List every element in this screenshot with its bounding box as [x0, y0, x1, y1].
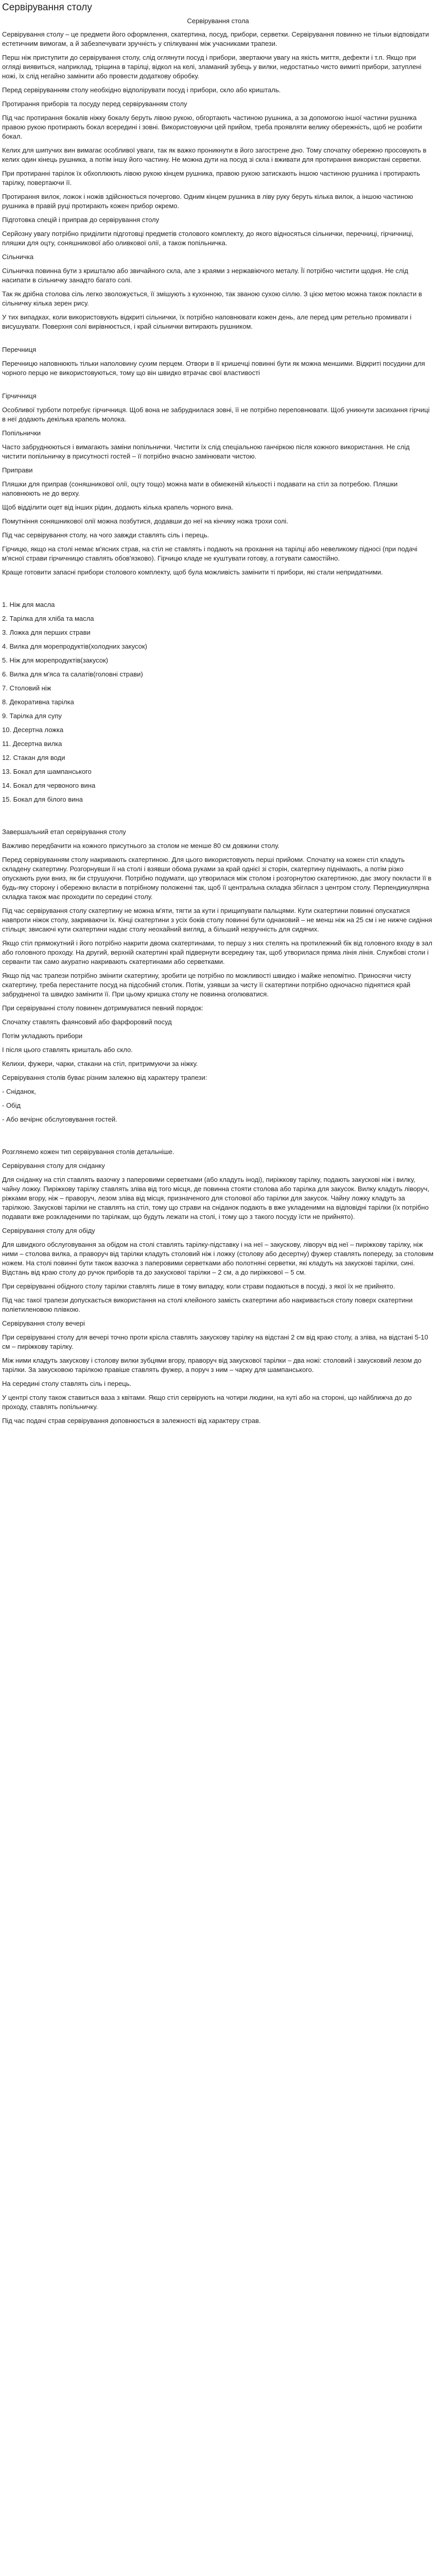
- paragraph: Під час такої трапези допускається використання на столі клейоного замість скатертини або накривається столу поверх скатертини поліетиленовою плівкою.: [2, 1296, 413, 1313]
- spacer: [2, 382, 434, 392]
- paragraph: При сервіруванні столу для вечері точно проти крісла ставлять закускову тарілку на відстані 2 см від краю столу, а зліва, на відстані 5-10 см – пиріжкову тарілку.: [2, 1333, 428, 1350]
- page-title: Сервірування столу: [2, 2, 92, 13]
- paragraph: Важливо передбачити на кожного присутнього за столом не менше 80 см довжини столу.: [2, 842, 280, 850]
- paragraph: 6. Вилка для м'яса та салатів(головні страви): [2, 670, 143, 678]
- paragraph: У центрі столу також ставиться ваза з квітами. Якщо стіл сервірують на чотири людини, на куті або на стороні, що найближча до до проходу, ставлять попільничку.: [2, 1394, 412, 1411]
- spacer: [2, 818, 434, 827]
- article-body: [2, 30, 434, 1426]
- paragraph: Перечниця: [2, 346, 37, 353]
- paragraph: - Сніданок,: [2, 1088, 36, 1095]
- paragraph: Так як дрібна столова сіль легко зволожується, її змішують з кухонною, так званою сухою сіллю. З цією метою можна також покласти в сільничку кілька зерен рису.: [2, 290, 422, 307]
- paragraph: Гірчицю, якщо на столі немає м'ясних страв, на стіл не ставлять і подають на прохання на тарілці або невеликому підносі (при подачі м'ясної страви гірчичницю ставлять обов'язково). Гірчицю кладе не куштувати готову, а готувати самостійно.: [2, 545, 417, 562]
- spacer: [2, 1138, 434, 1147]
- paragraph: Під час сервірування столу скатертину не можна м'яти, тягти за кути і прищипувати пальцями. Кути скатертини повинні опускатися навпроти ніжок столу, закриваючи їх. Кінці скатертини з усіх боків столу повинні бути однаковий – не менш ніж на 25 см і не нижче сидіння стільця; звисаючі кути скатертини надає столу неохайний вигляд, а більший незручність для сидячих.: [2, 907, 432, 933]
- paragraph: При протиранні тарілок їх обхоплюють лівою рукою кінцем рушника, правою рукою затискають іншою частиною рушника і протирають тарілку, повертаючи її.: [2, 170, 420, 187]
- paragraph: Попільнички: [2, 429, 41, 437]
- paragraph: 8. Декоративна тарілка: [2, 698, 74, 706]
- paragraph: Підготовка спецій і приправ до сервірування столу: [2, 216, 160, 224]
- paragraph: У тих випадках, коли використовують відкриті сільнички, їх потрібно наповнювати кожен день, але перед цим ретельно промивати і висушувати. Поверхня солі вирівнюється, і край сільнички витирають рушником.: [2, 313, 412, 330]
- paragraph: Сільничка повинна бути з кришталю або звичайного скла, але з краями з нержавіючого металу. Її потрібно чистити щодня. Не слід насипати в сільничку занадто багато солі.: [2, 267, 408, 284]
- paragraph: 11. Десертна вилка: [2, 740, 62, 748]
- paragraph: Перед сервіруванням столу необхідно відполірувати посуд і прибори, скло або кришталь.: [2, 86, 281, 94]
- spacer: [2, 582, 434, 591]
- paragraph: Під час сервірування столу, на чого завжди ставлять сіль і перець.: [2, 531, 210, 539]
- spacer: [2, 591, 434, 600]
- paragraph: Сільничка: [2, 253, 34, 261]
- paragraph: - Обід: [2, 1101, 21, 1109]
- paragraph: 3. Ложка для перших страви: [2, 629, 91, 636]
- paragraph: Щоб відділити оцет від інших рідин, додають кілька крапель чорного вина.: [2, 503, 234, 511]
- paragraph: Приправи: [2, 466, 33, 474]
- paragraph: Розглянемо кожен тип сервірування столів детальніше.: [2, 1148, 175, 1156]
- paragraph: 10. Десертна ложка: [2, 726, 64, 734]
- paragraph: Для сніданку на стіл ставлять вазочку з паперовими серветками (або кладуть іноді), пиріжкову тарілку, подають закускові ніж і вилку, чайну ложку. Пиріжкову тарілку ставлять зліва від того місця, де повинна стояти столова або тарілка для закусок. Вилку кладуть ліворуч, ріжками вгору, ніж – праворуч, лезом зліва від місця, призначеного для столової або тарілки для закусок. Чайну ложку кладуть за тарілкою. Закускові тарілки не ставлять на стіл, тому що страви на сніданок подають в вже укладеними на відповідні тарілки (їх потрібно подавати вже розкладеними по тарілкам, що будуть лежати на столі, і тому що з такого посуду їсти не прийнято).: [2, 1176, 429, 1221]
- paragraph: 14. Бокал для червоного вина: [2, 782, 96, 789]
- paragraph: Гірчичниця: [2, 392, 37, 400]
- paragraph: 2. Тарілка для хліба та масла: [2, 615, 94, 622]
- paragraph: Пляшки для приправ (соняшникової олії, оцту тощо) можна мати в обмеженій кількості і подавати на стіл за потребою. Пляшки наповнюють не до верху.: [2, 480, 398, 497]
- paragraph: 1. Ніж для масла: [2, 601, 55, 608]
- paragraph: 7. Столовий ніж: [2, 684, 51, 692]
- section-heading: Сервірування стола: [187, 17, 249, 25]
- paragraph: Сервірування столу – це предмети його оформлення, скатертина, посуд, прибори, серветки. Сервірування повинно не тільки відповідати естетичним вимогам, а й забезпечувати зручність у спілкуванні між учасниками трапези.: [2, 30, 429, 47]
- paragraph: Спочатку ставлять фаянсовий або фарфоровий посуд: [2, 1018, 172, 1026]
- paragraph: Помутніння соняшникової олії можна позбутися, додавши до неї на кінчику ножа трохи солі.: [2, 517, 288, 525]
- paragraph: 15. Бокал для білого вина: [2, 795, 83, 803]
- paragraph: При сервіруванні обідного столу тарілки ставлять лише в тому випадку, коли страви подаються в посуді, з якої їх не прийнято.: [2, 1282, 395, 1290]
- paragraph: Для швидкого обслуговування за обідом на столі ставлять тарілку-підставку і на неї – закускову, ліворуч від неї – пиріжкову тарілку, ніж ними – столова вилка, а праворуч від тарілки кладуть столовий ніж і ложку (столову або десертну) фужер ставлять попереду, за столовим ножем. На столі повинні бути також вазочка з паперовими серветками або полотняні серветки, які кладуть на закускові тарілки, сині. Відстань від краю столу до ручок приборів та до закускової тарілки – 2 см, а до пиріжкової – 5 см.: [2, 1241, 434, 1276]
- paragraph: Сервірування столу для сніданку: [2, 1162, 105, 1170]
- paragraph: Якщо стіл прямокутний і його потрібно накрити двома скатертинами, то першу з них стелять на протилежний бік від головного входу в зал або головного проходу. На другий, верхній скатертині край підвернути всередину так, щоб утворилася пряма лінія лінія. Службові столи і серванти так само акуратно накривають скатертинами або серветками.: [2, 939, 432, 965]
- paragraph: Сервірування столу для обіду: [2, 1227, 95, 1234]
- paragraph: Перечницю наповнюють тільки наполовину сухим перцем. Отвори в її кришечці повинні бути як можна меншими. Відкриті посудини для чорного перцю не використовуються, тому що він швидко втрачає свої властивості: [2, 360, 425, 377]
- paragraph: На середині столу ставлять сіль і перець.: [2, 1380, 132, 1387]
- spacer: [2, 1129, 434, 1138]
- paragraph: І після цього ставлять кришталь або скло.: [2, 1046, 133, 1054]
- spacer: [2, 809, 434, 818]
- paragraph: Часто забруднюються і вимагають заміни попільнички. Чистити їх слід спеціальною ганчіркою після кожного використання. Не слід чистити попільничку в присутності гостей – її потрібно вчасно замінювати чистою.: [2, 443, 410, 460]
- paragraph: 4. Вилка для морепродуктів(холодних закусок): [2, 642, 147, 650]
- paragraph: - Або вечірнє обслуговування гостей.: [2, 1115, 117, 1123]
- paragraph: 5. Ніж для морепродуктів(закусок): [2, 656, 108, 664]
- paragraph: Перш ніж приступити до сервірування столу, слід оглянути посуд і прибори, звертаючи увагу на якість миття, дефекти і т.п. Якщо при огляді виявиться, наприклад, тріщина в тарілці, відкол на келі, зламаний зубець у вилки, недостатньо чисто вимиті прибори, затуплені ножі, їх слід негайно замінити або провести додаткову обробку.: [2, 54, 422, 80]
- paragraph: Під час подачі страв сервірування доповнюється в залежності від характеру страв.: [2, 1417, 261, 1425]
- paragraph: Завершальний етап сервірування столу: [2, 828, 126, 836]
- paragraph: 9. Тарілка для супу: [2, 712, 62, 720]
- paragraph: Протирання вилок, ложок і ножів здійснюється почергово. Одним кінцем рушника в ліву руку беруть кілька вилок, а іншою частиною рушника в правій руці протирають кожен прибор окремо.: [2, 193, 413, 210]
- paragraph: 12. Стакан для води: [2, 754, 65, 761]
- spacer: [2, 336, 434, 345]
- paragraph: Потім укладають прибори: [2, 1032, 83, 1040]
- paragraph: 13. Бокал для шампанського: [2, 768, 92, 775]
- paragraph: Перед сервіруванням столу накривають скатертиною. Для цього використовують перші прийоми. Спочатку на кожен стіл кладуть складену скатертину. Розгорнувши її на столі і взявши обома руками за край однієї зі сторін, скатертину піднімають, а потім різко опускають руки вниз, як би струшуючи. Потрібно подумати, що утворилася між столом і розгорнутою скатертиною, дає змогу покласти її в будь-яку сторону і обережно вкласти в потрібному положенні так, щоб її центральна складка збіглася з центром столу. Перпендикулярна складка також має проходити по середині столу.: [2, 856, 432, 901]
- paragraph: Особливої турботи потребує гірчичниця. Щоб вона не забруднилася зовні, її не потрібно переповнювати. Щоб уникнути засихання гірчиці в неї додають декілька крапель молока.: [2, 406, 430, 423]
- paragraph: Краще готовити запасні прибори столового комплекту, щоб була можливість замінити ті прибори, які стали непридатними.: [2, 568, 383, 576]
- paragraph: Келих для шипучих вин вимагає особливої уваги, так як важко проникнути в його загострене дно. Тому спочатку обережно просовують в келих один кінець рушника, а потім іншу його частину. Не можна дути на посуд зі скла і вживати для протирання використані серветки.: [2, 146, 427, 163]
- paragraph: При сервіруванні столу повинен дотримуватися певний порядок:: [2, 1004, 203, 1012]
- paragraph: Якщо під час трапези потрібно змінити скатертину, зробити це потрібно по можливості швидко і майже непомітно. Приносячи чисту скатертину, треба перестаните посуд на підсобний столик. Потім, узявши за чисту її скатертини потрібно одночасно піднятися край забрудненої та швидко замінити її. При цьому кришка столу не повинна оголюватися.: [2, 972, 411, 998]
- paragraph: Під час протирання бокалів ніжку бокалу беруть лівою рукою, обгортають частиною рушника, а за допомогою іншої частини рушника правою рукою протирають бокал всередині і зовні. Використовуючи цей прийом, треба проявляти велику обережність, щоб не розбити бокал.: [2, 114, 422, 140]
- paragraph: Серйозну увагу потрібно приділити підготовці предметів столового комплекту, до якого відносяться сільнички, перечниці, гірчичниці, пляшки для оцту, соняшникової або оливкової олії, а також попільничка.: [2, 230, 414, 247]
- paragraph: Сервірування столів буває різним залежно від характеру трапези:: [2, 1074, 207, 1081]
- paragraph: Келихи, фужери, чарки, стакани на стіл, притримуючи за ніжку.: [2, 1060, 198, 1067]
- paragraph: Протирання приборів та посуду перед сервіруванням столу: [2, 100, 187, 108]
- paragraph: Сервірування столу вечері: [2, 1319, 85, 1327]
- paragraph: Між ними кладуть закускову і столову вилки зубцями вгору, праворуч від закускової тарілки – два ножі: столовий і закусковий лезом до тарілки. За закусковою тарілкою правіше ставлять фужер, а поруч з ним – чарку для шампанського.: [2, 1357, 422, 1374]
